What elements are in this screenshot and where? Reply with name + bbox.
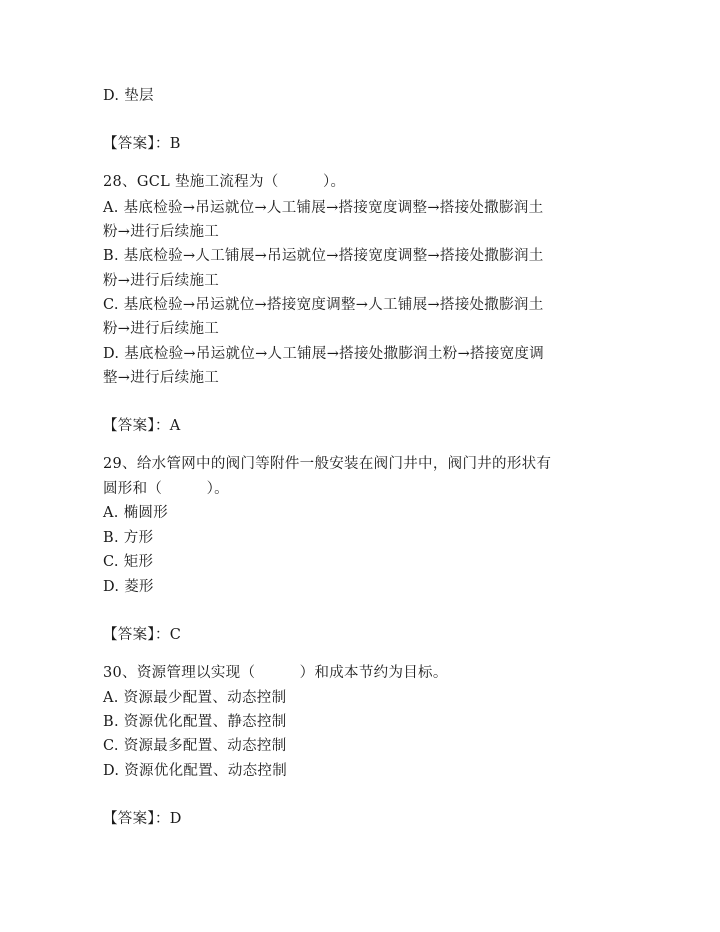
q27-answer	[103, 134, 181, 154]
q30-option-d: D. 资源优化配置、动态控制	[103, 763, 288, 779]
answer-label: 【答案】：	[103, 627, 170, 643]
answer-value: B	[169, 136, 181, 152]
q30-option-a: A. 资源最少配置、动态控制	[103, 690, 287, 706]
q28-option-a: A. 基底检验→吊运就位→人工铺展→搭接宽度调整→搭接处撒膨润土	[103, 200, 544, 216]
q30-option-c: C. 资源最多配置、动态控制	[103, 738, 287, 754]
q28-option-b-cont: 粉→进行后续施工	[103, 273, 220, 289]
q28-option-a-cont: 粉→进行后续施工	[103, 224, 220, 240]
answer-value: A	[169, 418, 181, 434]
answer-label: 【答案】：	[103, 136, 170, 152]
answer-label: 【答案】：	[103, 418, 170, 434]
q29-option-b: B. 方形	[103, 530, 154, 546]
q30-option-b: B. 资源优化配置、静态控制	[103, 714, 287, 730]
q29-option-a: A. 椭圆形	[103, 505, 168, 521]
answer-value: C	[169, 627, 182, 643]
q28-option-d: D. 基底检验→吊运就位→人工铺展→搭接处撒膨润土粉→搭接宽度调	[103, 346, 545, 362]
q29-option-c: C. 矩形	[103, 554, 154, 570]
q29-answer	[103, 625, 181, 645]
answer-label: 【答案】：	[103, 811, 170, 827]
answer-value: D	[169, 811, 182, 827]
q28-option-b: B. 基底检验→人工铺展→吊运就位→搭接宽度调整→搭接处撒膨润土	[103, 248, 544, 264]
q28-option-c-cont: 粉→进行后续施工	[103, 321, 220, 337]
q28-option-d-cont: 整→进行后续施工	[103, 370, 220, 386]
q28-option-c: C. 基底检验→吊运就位→搭接宽度调整→人工铺展→搭接处撒膨润土	[103, 297, 544, 313]
q29-stem: 29、给水管网中的阀门等附件一般安装在阀门井中，阀门井的形状有	[103, 456, 552, 472]
q28-stem: 28、GCL 垫施工流程为（ ）。	[103, 174, 346, 190]
q30-answer	[103, 809, 182, 829]
q30-stem: 30、资源管理以实现（ ）和成本节约为目标。	[103, 665, 448, 681]
q27-option-d: D. 垫层	[103, 88, 154, 104]
q29-option-d: D. 菱形	[103, 579, 154, 595]
q29-stem-cont: 圆形和（ ）。	[103, 481, 229, 497]
q28-answer	[103, 416, 181, 436]
